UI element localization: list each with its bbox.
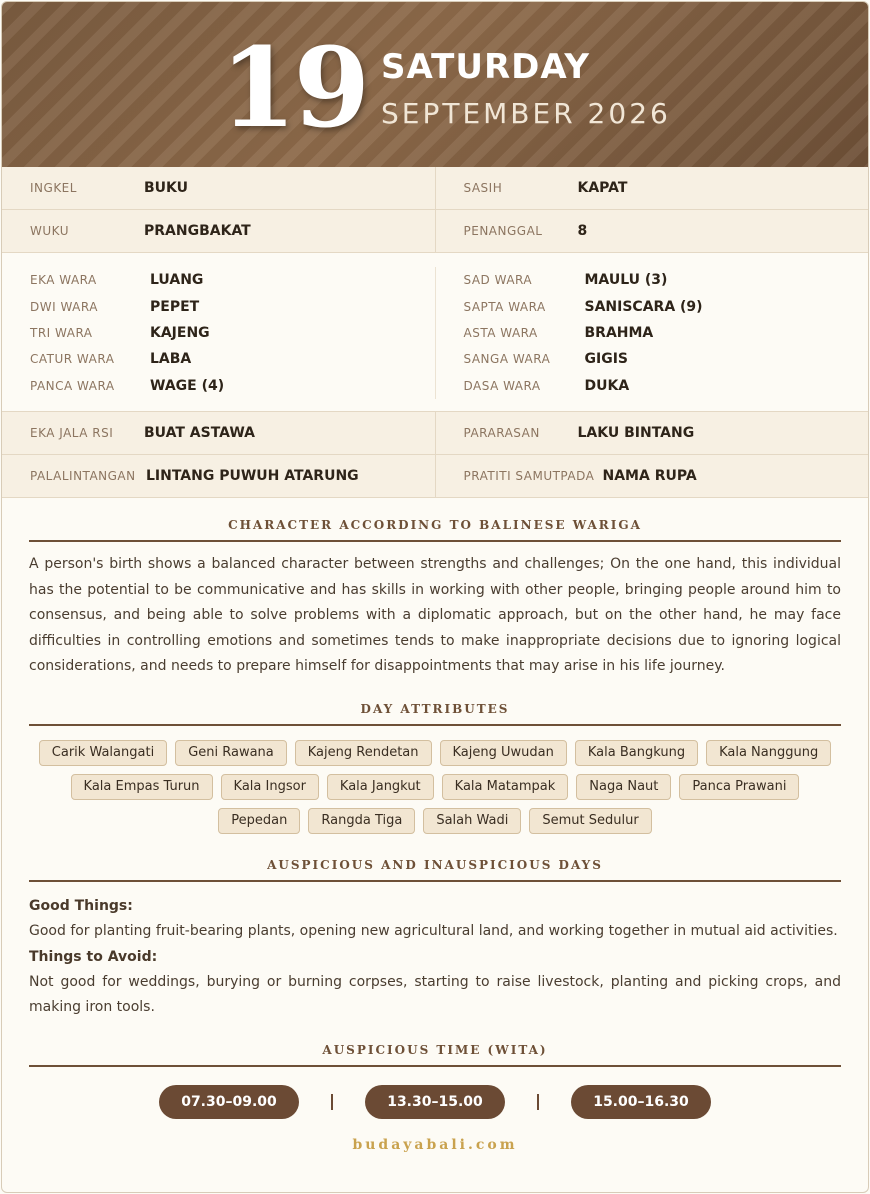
info-cell-palalintangan: [2, 455, 435, 497]
wara-value: WAGE (4): [150, 377, 225, 394]
wara-label: TRI WARA: [30, 325, 93, 340]
wara-value: LUANG: [150, 272, 204, 289]
info-row: [2, 412, 868, 455]
info-rows-2: [2, 412, 868, 498]
section-title: CHARACTER ACCORDING TO BALINESE WARIGA: [29, 518, 841, 542]
info-row: [2, 210, 868, 253]
attribute-tag: Rangda Tiga: [308, 808, 415, 834]
wara-row: [30, 267, 435, 293]
info-label: EKA JALA RSI: [30, 425, 114, 440]
times-section: [2, 1043, 868, 1119]
date-header: [2, 2, 868, 167]
attribute-tag: Pepedan: [218, 808, 300, 834]
character-text: A person's birth shows a balanced character between strengths and challenges; On the one hand, this individual has the potential to be communicative and has skills in working with other people, bringing people around him to consensus, and being able to solve problems with a diplomatic approach, but on the other hand, he may face difficulties in controlling emotions and sometimes tends to make inappropriate decisions due to ignoring logical considerations, and needs to prepare himself for disappointments that may arise in his life journey.: [29, 555, 841, 675]
info-cell-pratiti-samutpada: [435, 455, 869, 497]
good-things-text: Good for planting fruit-bearing plants, opening new agricultural land, and working together in mutual aid activities.: [29, 922, 838, 939]
wara-value: LABA: [150, 351, 192, 368]
info-label: WUKU: [30, 224, 69, 238]
attribute-tag: Semut Sedulur: [529, 808, 651, 834]
auspicious-section: [2, 858, 868, 1021]
info-cell-ingkel: [2, 167, 435, 209]
wara-label: EKA WARA: [30, 273, 97, 288]
info-label: SASIH: [463, 181, 503, 195]
info-cell-sasih: [435, 167, 869, 209]
wara-row: [464, 293, 869, 319]
section-title: AUSPICIOUS AND INAUSPICIOUS DAYS: [29, 858, 841, 882]
wara-label: SAD WARA: [463, 273, 533, 288]
things-to-avoid-heading: Things to Avoid:: [29, 948, 158, 965]
info-value: PRANGBAKAT: [144, 223, 251, 239]
info-cell-pararasan: [435, 412, 869, 454]
month-year: SEPTEMBER 2026: [381, 97, 671, 130]
info-value: LINTANG PUWUH ATARUNG: [146, 467, 359, 484]
wara-row: [30, 373, 435, 399]
wara-label: ASTA WARA: [463, 325, 538, 340]
things-to-avoid-text: Not good for weddings, burying or burning corpses, starting to raise livestock, planting and picking crops, and making iron tools.: [29, 973, 841, 1016]
wara-value: PEPET: [150, 298, 200, 315]
wara-label: CATUR WARA: [30, 352, 115, 367]
time-separator: [537, 1094, 539, 1110]
character-section: [2, 518, 868, 680]
info-value: KAPAT: [577, 180, 628, 196]
attribute-tags: [29, 740, 841, 834]
info-cell-wuku: [2, 210, 435, 252]
site-footer: budayabali.com: [352, 1136, 518, 1153]
attribute-tag: Kala Bangkung: [575, 740, 698, 766]
wara-value: DUKA: [584, 377, 630, 394]
wara-column-left: [2, 267, 435, 399]
info-cell-eka-jala-rsi: [2, 412, 435, 454]
wara-row: [30, 293, 435, 319]
info-label: PENANGGAL: [463, 224, 543, 238]
attribute-tag: Kajeng Uwudan: [440, 740, 567, 766]
wara-label: SAPTA WARA: [463, 299, 546, 314]
section-title: DAY ATTRIBUTES: [29, 702, 841, 726]
attribute-tag: Kala Empas Turun: [71, 774, 213, 800]
info-rows: [2, 167, 868, 253]
wara-row: [30, 320, 435, 346]
info-value: 8: [577, 223, 588, 239]
info-row: [2, 167, 868, 210]
time-separator: [331, 1094, 333, 1110]
wara-label: DWI WARA: [30, 299, 98, 314]
wara-column-right: [435, 267, 869, 399]
wara-value: KAJENG: [150, 324, 210, 341]
weekday: SATURDAY: [381, 47, 591, 87]
info-label: PRATITI SAMUTPADA: [463, 468, 595, 483]
section-title: AUSPICIOUS TIME (WITA): [29, 1043, 841, 1067]
info-label: INGKEL: [30, 181, 77, 195]
time-slot: 15.00–16.30: [571, 1085, 711, 1119]
wara-grid: [2, 253, 868, 412]
wara-row: [464, 320, 869, 346]
wara-label: DASA WARA: [463, 378, 541, 393]
attribute-tag: Salah Wadi: [423, 808, 521, 834]
wara-row: [464, 373, 869, 399]
info-row: [2, 455, 868, 498]
attribute-tag: Kajeng Rendetan: [295, 740, 432, 766]
attribute-tag: Kala Nanggung: [706, 740, 831, 766]
info-value: BUKU: [144, 180, 189, 196]
wara-label: PANCA WARA: [30, 378, 115, 393]
wara-row: [30, 346, 435, 372]
wara-value: SANISCARA (9): [584, 298, 703, 315]
info-value: NAMA RUPA: [602, 467, 697, 484]
wara-row: [464, 267, 869, 293]
attribute-tag: Kala Jangkut: [327, 774, 434, 800]
info-value: BUAT ASTAWA: [144, 424, 256, 441]
info-label: PALALINTANGAN: [30, 468, 136, 483]
info-value: LAKU BINTANG: [577, 424, 695, 441]
calendar-card: [1, 1, 869, 1193]
info-cell-penanggal: [435, 210, 869, 252]
day-number: 19: [220, 23, 368, 152]
time-slots: [2, 1085, 868, 1119]
attribute-tag: Geni Rawana: [175, 740, 287, 766]
wara-value: BRAHMA: [584, 324, 654, 341]
info-label: PARARASAN: [463, 425, 540, 440]
attribute-tag: Naga Naut: [576, 774, 671, 800]
attribute-tag: Carik Walangati: [39, 740, 167, 766]
wara-label: SANGA WARA: [463, 352, 551, 367]
attribute-tag: Kala Matampak: [442, 774, 569, 800]
good-things-heading: Good Things:: [29, 897, 133, 914]
attributes-section: [2, 702, 868, 834]
wara-value: MAULU (3): [584, 272, 668, 289]
attribute-tag: Kala Ingsor: [221, 774, 319, 800]
wara-row: [464, 346, 869, 372]
time-slot: 07.30–09.00: [159, 1085, 299, 1119]
time-slot: 13.30–15.00: [365, 1085, 505, 1119]
attribute-tag: Panca Prawani: [679, 774, 799, 800]
wara-value: GIGIS: [584, 351, 628, 368]
